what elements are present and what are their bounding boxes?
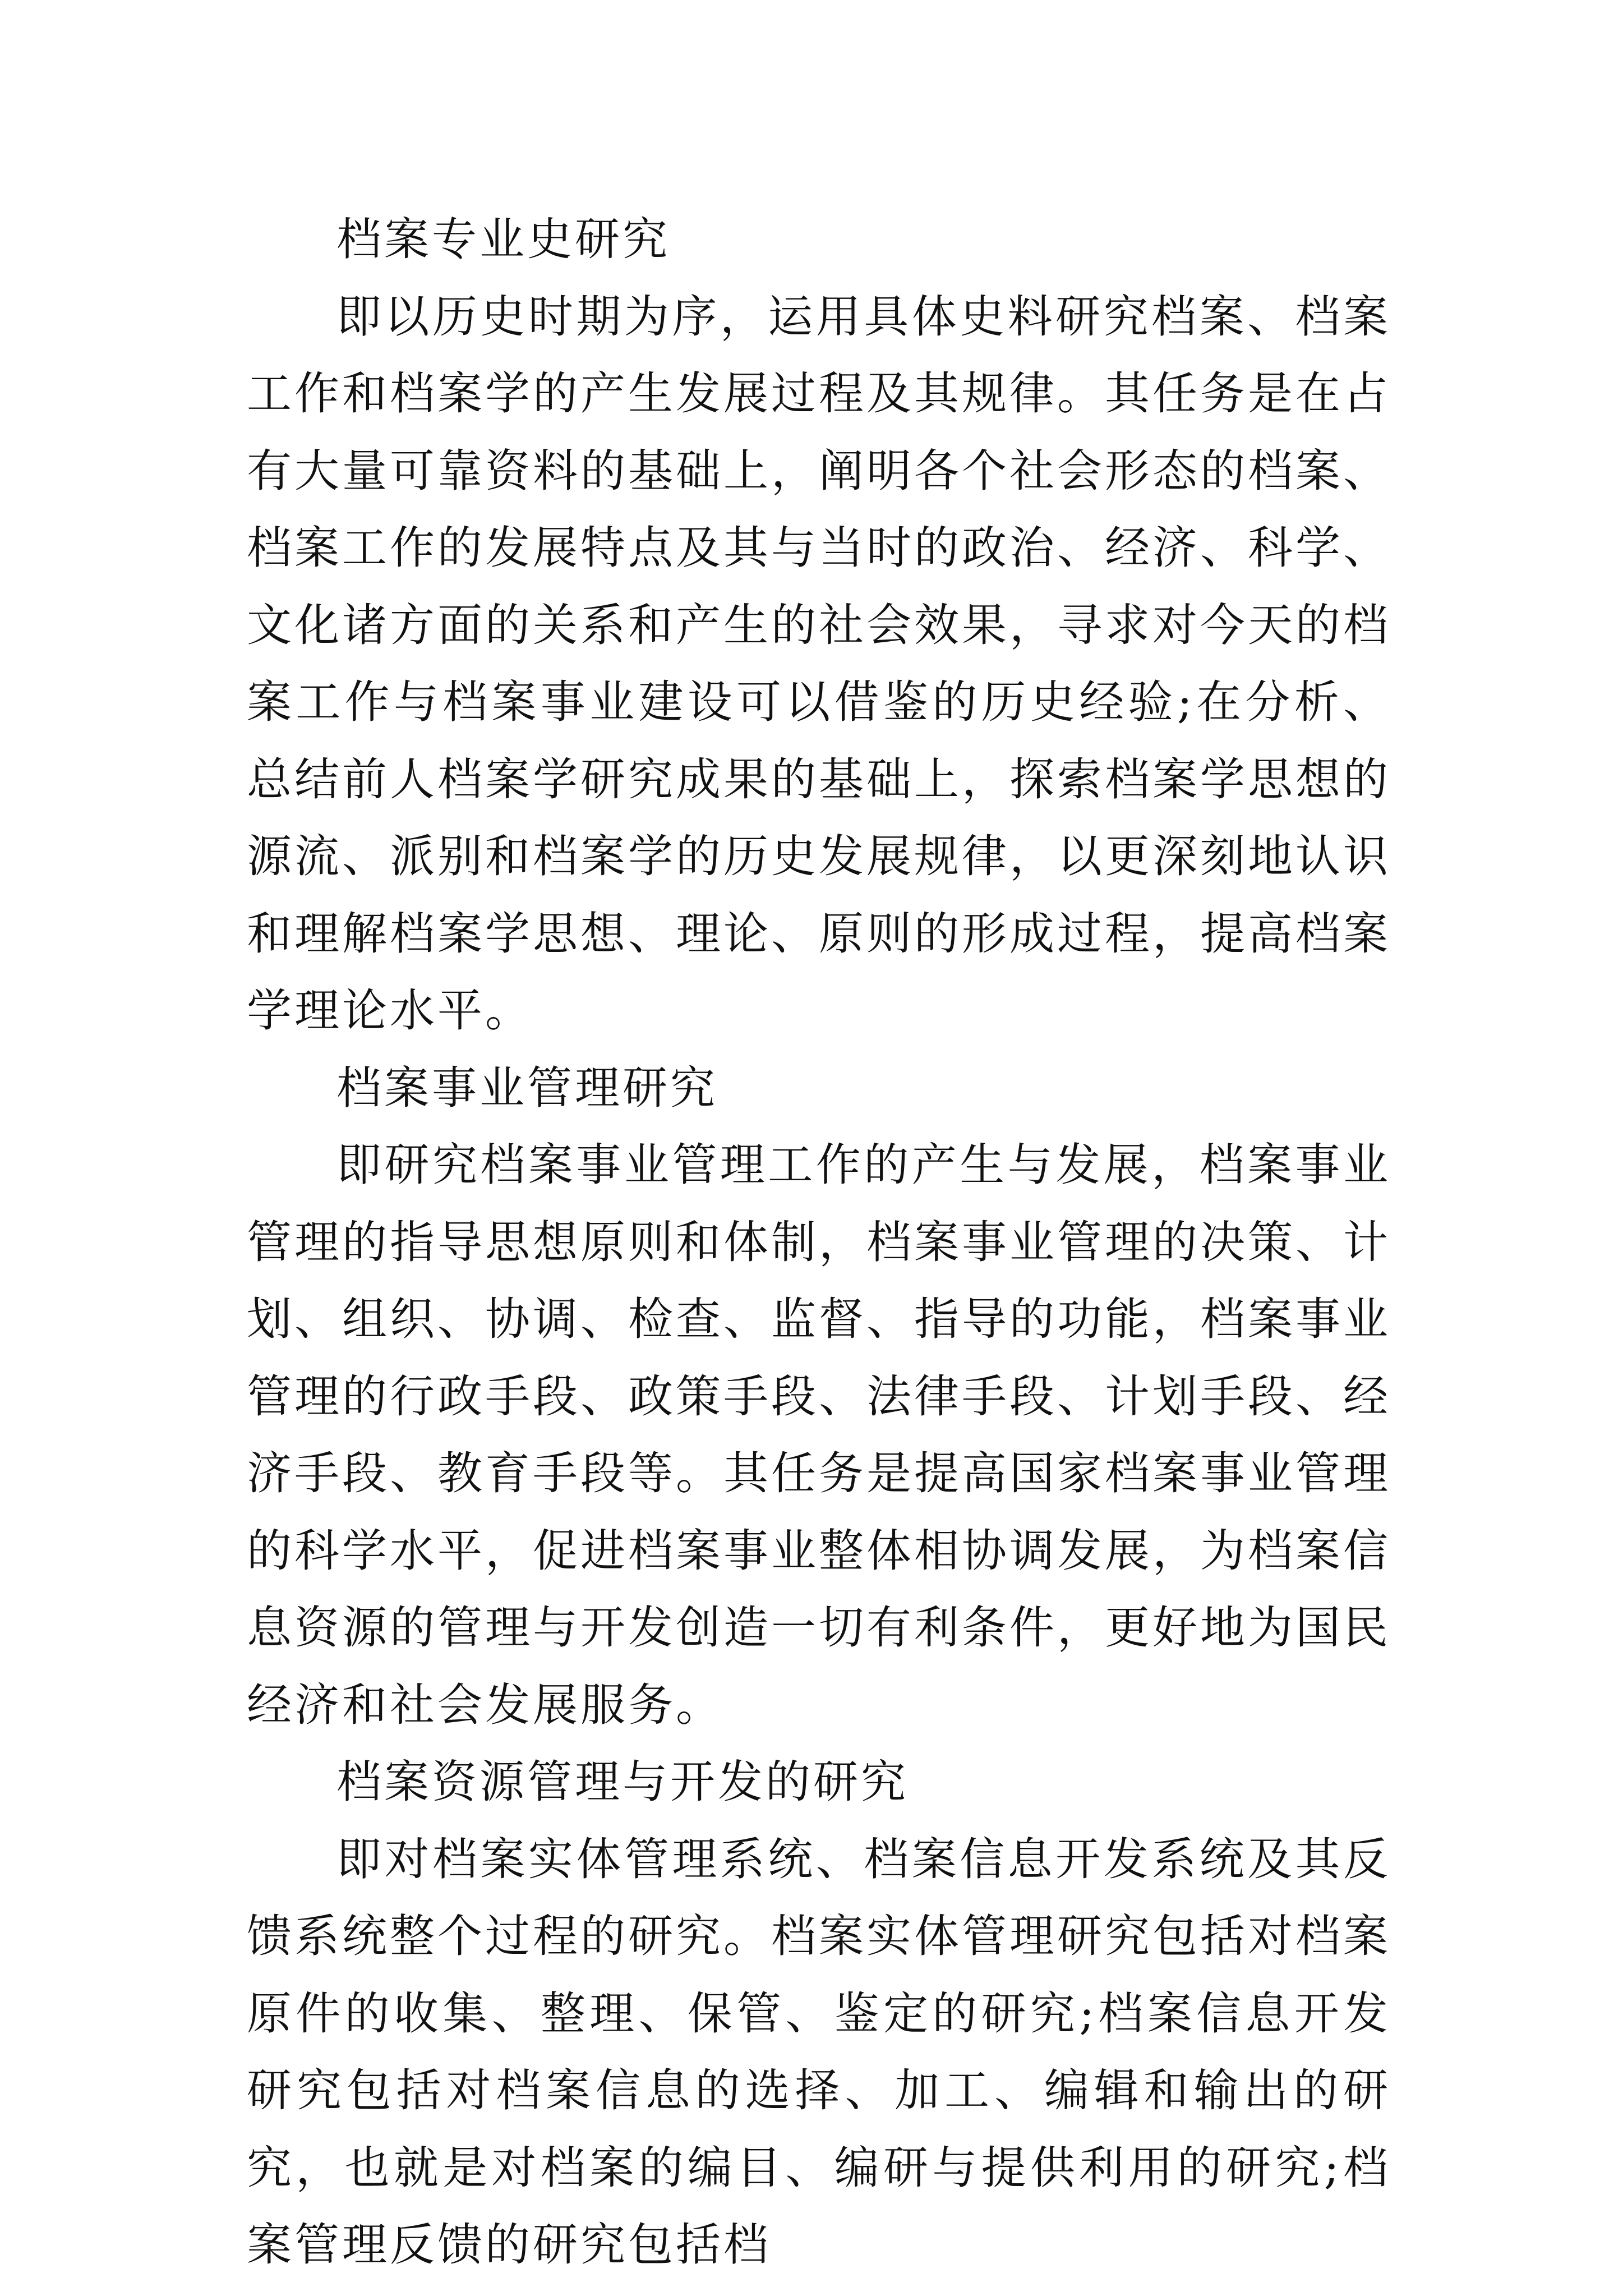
section-heading-resources: 档案资源管理与开发的研究 (336, 1756, 909, 1808)
section-paragraph-resources: 即对档案实体管理系统、档案信息开发系统及其反馈系统整个过程的研究。档案实体管理研究包括对档案原件的收集、整理、保管、鉴定的研究;档案信息开发研究包括对档案信息的选择、加工、编辑和输出的研究，也就是对档案的编目、编研与提供利用的研究;档案管理反馈的研究包括档 (247, 1833, 1391, 2271)
section-paragraph-management: 即研究档案事业管理工作的产生与发展，档案事业管理的指导思想原则和体制，档案事业管理的决策、计划、组织、协调、检查、监督、指导的功能，档案事业管理的行政手段、政策手段、法律手段、计划手段、经济手段、教育手段等。其任务是提高国家档案事业管理的科学水平，促进档案事业整体相协调发展，为档案信息资源的管理与开发创造一切有利条件，更好地为国民经济和社会发展服务。 (247, 1139, 1391, 1731)
section-heading-management: 档案事业管理研究 (336, 1061, 718, 1114)
section-paragraph-history: 即以历史时期为序，运用具体史料研究档案、档案工作和档案学的产生发展过程及其规律。其任务是在占有大量可靠资料的基础上，阐明各个社会形态的档案、档案工作的发展特点及其与当时的政治、经济、科学、文化诸方面的关系和产生的社会效果，寻求对今天的档案工作与档案事业建设可以借鉴的历史经验;在分析、总结前人档案学研究成果的基础上，探索档案学思想的源流、派别和档案学的历史发展规律，以更深刻地认识和理解档案学思想、理论、原则的形成过程，提高档案学理论水平。 (247, 290, 1391, 1037)
section-heading-history: 档案专业史研究 (336, 213, 670, 265)
document-body (247, 201, 1391, 2284)
